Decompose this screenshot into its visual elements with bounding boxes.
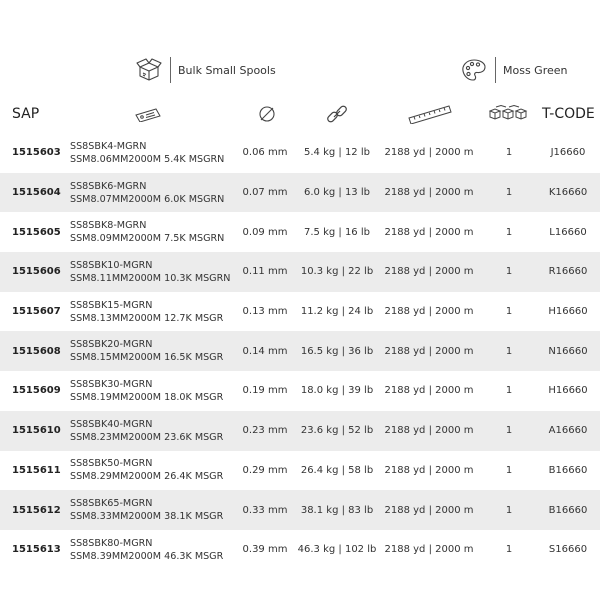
table-row: [0, 530, 600, 570]
tcode-value: K16660: [548, 187, 588, 199]
diameter-value: 0.13 mm: [242, 306, 288, 318]
product-description: [70, 173, 224, 213]
length-value: 2188 yd | 2000 m: [384, 226, 474, 238]
quantity-value: 1: [505, 544, 513, 556]
product-spec: SSM8.29MM2000M 26.4K MSGR: [70, 471, 224, 483]
product-spec: SSM8.06MM2000M 5.4K MSGRN: [70, 153, 225, 165]
product-code: SS8SBK20-MGRN: [70, 339, 153, 351]
sap-number: 1515612: [12, 504, 61, 516]
sap-number: 1515610: [12, 425, 61, 437]
quantity-value: 1: [505, 266, 513, 278]
length-value: 2188 yd | 2000 m: [384, 504, 474, 516]
table-row: [0, 451, 600, 491]
product-code: SS8SBK10-MGRN: [70, 259, 153, 271]
table-row: [0, 252, 600, 292]
diameter-value: 0.19 mm: [242, 385, 288, 397]
column-header-sap: SAP: [12, 106, 40, 122]
tcode-value: S16660: [548, 544, 588, 556]
diameter-value: 0.06 mm: [242, 147, 288, 159]
quantity-value: 1: [505, 385, 513, 397]
product-spec: SSM8.33MM2000M 38.1K MSGR: [70, 511, 224, 523]
tcode-value: H16660: [548, 306, 588, 318]
product-attributes-bar: [0, 54, 600, 86]
table-row: [0, 173, 600, 213]
table-row: [0, 411, 600, 451]
diameter-value: 0.11 mm: [242, 266, 288, 278]
product-description: [70, 530, 223, 570]
breaking-strength-value: 7.5 kg | 16 lb: [304, 226, 370, 238]
diameter-value: 0.33 mm: [242, 504, 288, 516]
diameter-value: 0.09 mm: [242, 226, 288, 238]
ruler-icon: [405, 98, 455, 130]
product-spec: SSM8.07MM2000M 6.0K MSGRN: [70, 193, 225, 205]
product-code: SS8SBK15-MGRN: [70, 299, 153, 311]
length-value: 2188 yd | 2000 m: [384, 345, 474, 357]
quantity-value: 1: [505, 464, 513, 476]
table-row: [0, 371, 600, 411]
product-spec: SSM8.23MM2000M 23.6K MSGR: [70, 431, 224, 443]
product-code: SS8SBK50-MGRN: [70, 458, 153, 470]
tcode-value: N16660: [548, 345, 588, 357]
diameter-value: 0.29 mm: [242, 464, 288, 476]
divider: [495, 57, 496, 83]
product-description: [70, 451, 223, 491]
breaking-strength-value: 16.5 kg | 36 lb: [300, 345, 374, 357]
product-spec: SSM8.13MM2000M 12.7K MSGR: [70, 312, 224, 324]
breaking-strength-value: 11.2 kg | 24 lb: [300, 306, 374, 318]
product-description: [70, 490, 223, 530]
length-value: 2188 yd | 2000 m: [384, 266, 474, 278]
product-description: [70, 411, 223, 451]
divider: [170, 57, 171, 83]
product-code: SS8SBK8-MGRN: [70, 220, 147, 232]
sap-number: 1515607: [12, 306, 61, 318]
sap-number: 1515609: [12, 385, 61, 397]
product-code: SS8SBK4-MGRN: [70, 140, 147, 152]
table-header: [0, 98, 600, 130]
sap-number: 1515606: [12, 266, 61, 278]
product-description: [70, 331, 223, 371]
product-spec: SSM8.19MM2000M 18.0K MSGR: [70, 391, 224, 403]
sap-number: 1515603: [12, 147, 61, 159]
table-row: [0, 331, 600, 371]
breaking-strength-value: 26.4 kg | 58 lb: [300, 464, 374, 476]
length-value: 2188 yd | 2000 m: [384, 187, 474, 199]
product-description: [70, 133, 224, 173]
box-open-icon: [134, 55, 164, 85]
quantity-value: 1: [505, 147, 513, 159]
breaking-strength-value: 23.6 kg | 52 lb: [300, 425, 374, 437]
quantity-value: 1: [505, 306, 513, 318]
tcode-value: R16660: [548, 266, 588, 278]
breaking-strength-value: 46.3 kg | 102 lb: [297, 544, 377, 556]
sap-number: 1515605: [12, 226, 61, 238]
sap-number: 1515613: [12, 544, 61, 556]
product-tag-icon: [130, 98, 170, 130]
breaking-strength-value: 10.3 kg | 22 lb: [300, 266, 374, 278]
packaging-label: Bulk Small Spools: [178, 63, 276, 77]
diameter-value: 0.14 mm: [242, 345, 288, 357]
quantity-value: 1: [505, 504, 513, 516]
chain-link-icon: [322, 98, 352, 130]
breaking-strength-value: 6.0 kg | 13 lb: [304, 187, 370, 199]
boxes-icon: [488, 98, 530, 130]
quantity-value: 1: [505, 226, 513, 238]
tcode-value: J16660: [550, 147, 586, 159]
color-attribute: [459, 54, 568, 86]
diameter-value: 0.39 mm: [242, 544, 288, 556]
palette-icon: [459, 55, 489, 85]
tcode-value: H16660: [548, 385, 588, 397]
product-description: [70, 371, 223, 411]
table-row: [0, 212, 600, 252]
product-spec: SSM8.11MM2000M 10.3K MSGRN: [70, 272, 231, 284]
sap-number: 1515608: [12, 345, 61, 357]
breaking-strength-value: 38.1 kg | 83 lb: [300, 504, 374, 516]
product-code: SS8SBK30-MGRN: [70, 378, 153, 390]
diameter-icon: [255, 98, 279, 130]
packaging-attribute: [134, 54, 276, 86]
sap-number: 1515611: [12, 464, 61, 476]
diameter-value: 0.07 mm: [242, 187, 288, 199]
length-value: 2188 yd | 2000 m: [384, 425, 474, 437]
length-value: 2188 yd | 2000 m: [384, 464, 474, 476]
quantity-value: 1: [505, 345, 513, 357]
breaking-strength-value: 18.0 kg | 39 lb: [300, 385, 374, 397]
breaking-strength-value: 5.4 kg | 12 lb: [304, 147, 370, 159]
tcode-value: L16660: [549, 226, 587, 238]
product-code: SS8SBK80-MGRN: [70, 537, 153, 549]
product-description: [70, 252, 230, 292]
product-spec: SSM8.39MM2000M 46.3K MSGR: [70, 550, 224, 562]
length-value: 2188 yd | 2000 m: [384, 544, 474, 556]
sap-number: 1515604: [12, 187, 61, 199]
product-code: SS8SBK6-MGRN: [70, 180, 147, 192]
product-spec: SSM8.09MM2000M 7.5K MSGRN: [70, 233, 225, 245]
tcode-value: B16660: [548, 464, 588, 476]
quantity-value: 1: [505, 425, 513, 437]
product-code: SS8SBK65-MGRN: [70, 498, 153, 510]
product-description: [70, 212, 224, 252]
product-description: [70, 292, 223, 332]
diameter-value: 0.23 mm: [242, 425, 288, 437]
table-row: [0, 133, 600, 173]
product-spec: SSM8.15MM2000M 16.5K MSGR: [70, 352, 224, 364]
tcode-value: B16660: [548, 504, 588, 516]
table-row: [0, 292, 600, 332]
length-value: 2188 yd | 2000 m: [384, 306, 474, 318]
product-code: SS8SBK40-MGRN: [70, 418, 153, 430]
quantity-value: 1: [505, 187, 513, 199]
column-header-tcode: T-CODE: [542, 106, 595, 122]
tcode-value: A16660: [548, 425, 588, 437]
length-value: 2188 yd | 2000 m: [384, 385, 474, 397]
length-value: 2188 yd | 2000 m: [384, 147, 474, 159]
table-row: [0, 490, 600, 530]
color-label: Moss Green: [503, 63, 568, 77]
product-table-body: [0, 133, 600, 570]
